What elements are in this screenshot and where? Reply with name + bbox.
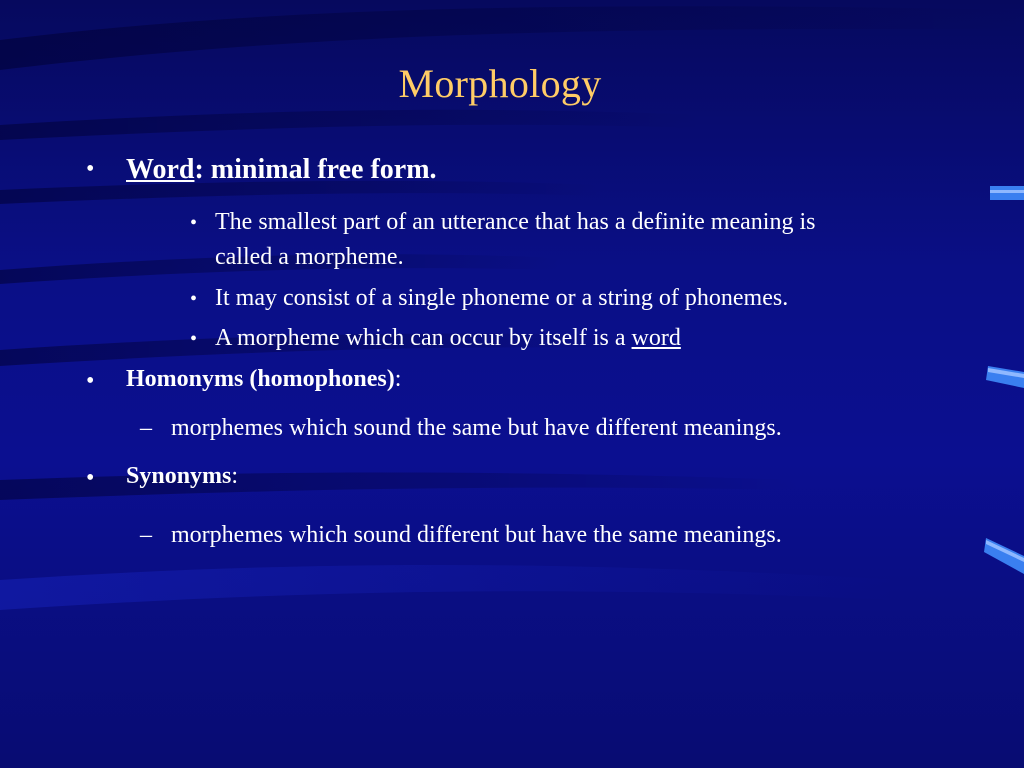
bullet-marker: • xyxy=(86,465,95,491)
sub-bullet-marker: • xyxy=(190,328,198,350)
sub-bullet-text: A morpheme which can occur by itself is a xyxy=(215,325,632,351)
bullet-marker: • xyxy=(86,156,95,182)
sub-bullet-line: The smallest part of an utterance that has a definite meaning is xyxy=(215,209,816,235)
dash-marker: – xyxy=(140,415,152,441)
sub-bullet-marker: • xyxy=(190,288,198,310)
bullet-marker: • xyxy=(86,368,95,394)
bullet-homonyms: Homonyms (homophones): xyxy=(126,366,402,392)
term-word: Word xyxy=(126,154,195,185)
slide-title: Morphology xyxy=(398,61,602,106)
sub-bullet-line xyxy=(215,325,681,352)
term-synonyms: Synonyms xyxy=(126,463,232,489)
bullet-synonyms: Synonyms: xyxy=(126,463,239,489)
sub-bullet-line: It may consist of a single phoneme or a string of phonemes. xyxy=(215,285,789,311)
synonyms-definition: morphemes which sound different but have the same meanings. xyxy=(171,522,782,548)
sub-bullet-marker: • xyxy=(190,212,198,234)
word-link[interactable]: word xyxy=(631,325,681,351)
term-homonyms: Homonyms (homophones) xyxy=(126,366,395,392)
bullet-word xyxy=(126,154,437,186)
sub-bullet-line: called a morpheme. xyxy=(215,244,404,270)
dash-marker: – xyxy=(140,522,152,548)
homonyms-definition: morphemes which sound the same but have different meanings. xyxy=(171,415,782,441)
word-definition: : minimal free form. xyxy=(194,154,437,185)
